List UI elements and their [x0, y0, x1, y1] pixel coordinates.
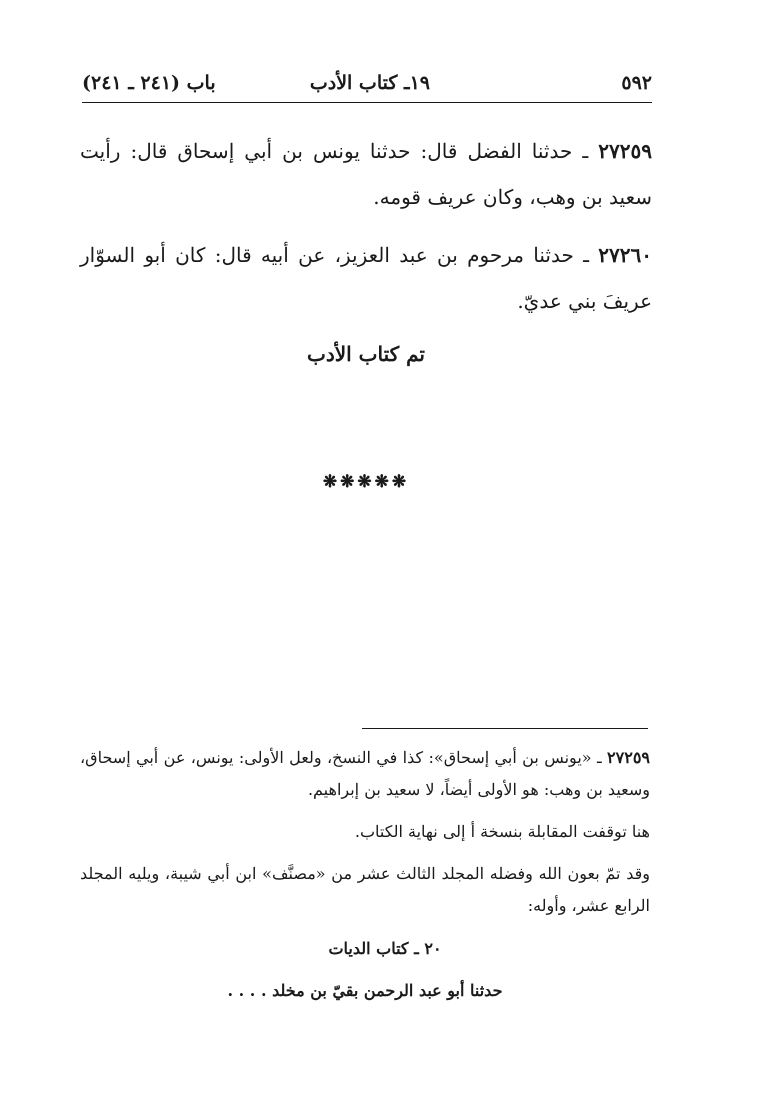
hadith-text: ـ حدثنا مرحوم بن عبد العزيز، عن أبيه قال: كان أبو السوّار عريفَ بني عديّ. [80, 243, 652, 313]
collation-note: هنا توقفت المقابلة بنسخة أ إلى نهاية الكتاب. [354, 822, 650, 841]
running-header [82, 68, 652, 102]
next-book-title [80, 932, 650, 966]
hadith-text: ـ حدثنا الفضل قال: حدثنا يونس بن أبي إسحاق قال: رأيت سعيد بن وهب، وكان عريف قومه. [80, 139, 652, 209]
next-book-first-line: حدثنا أبو عبد الرحمن بقيّ بن مخلد . . . . [227, 981, 503, 1000]
page-number: ٥٩٢ [621, 72, 652, 94]
hadith-entry [80, 232, 652, 324]
hadith-number: ٢٧٢٦٠ [598, 243, 652, 267]
footnote [80, 742, 650, 806]
chapter-reference: باب (٢٤١ ـ ٢٤١) [82, 72, 216, 94]
footnote-rule [362, 728, 648, 729]
footnote-text: ـ «يونس بن أبي إسحاق»: كذا في النسخ، ولعل الأولى: يونس، عن أبي إسحاق، وسعيد بن وهب: هو الأولى أيضاً، لا سعيد بن إبراهيم. [80, 748, 650, 799]
next-book-title-text: ٢٠ ـ كتاب الديات [328, 939, 442, 958]
book-end-heading: تم كتاب الأدب [307, 342, 425, 366]
main-text [80, 128, 652, 336]
hadith-entry [80, 128, 652, 220]
header-rule [82, 102, 652, 103]
completion-note: وقد تمّ بعون الله وفضله المجلد الثالث عشر من «مصنَّف» ابن أبي شيبة، ويليه المجلد الرابع عشر، وأوله: [80, 864, 650, 915]
book-title: ١٩ـ كتاب الأدب [309, 72, 430, 94]
footnote-number: ٢٧٢٥٩ [607, 748, 650, 767]
hadith-number: ٢٧٢٥٩ [598, 139, 652, 163]
footnotes [80, 742, 650, 1008]
section-separator: ❋❋❋❋❋ [322, 472, 410, 492]
